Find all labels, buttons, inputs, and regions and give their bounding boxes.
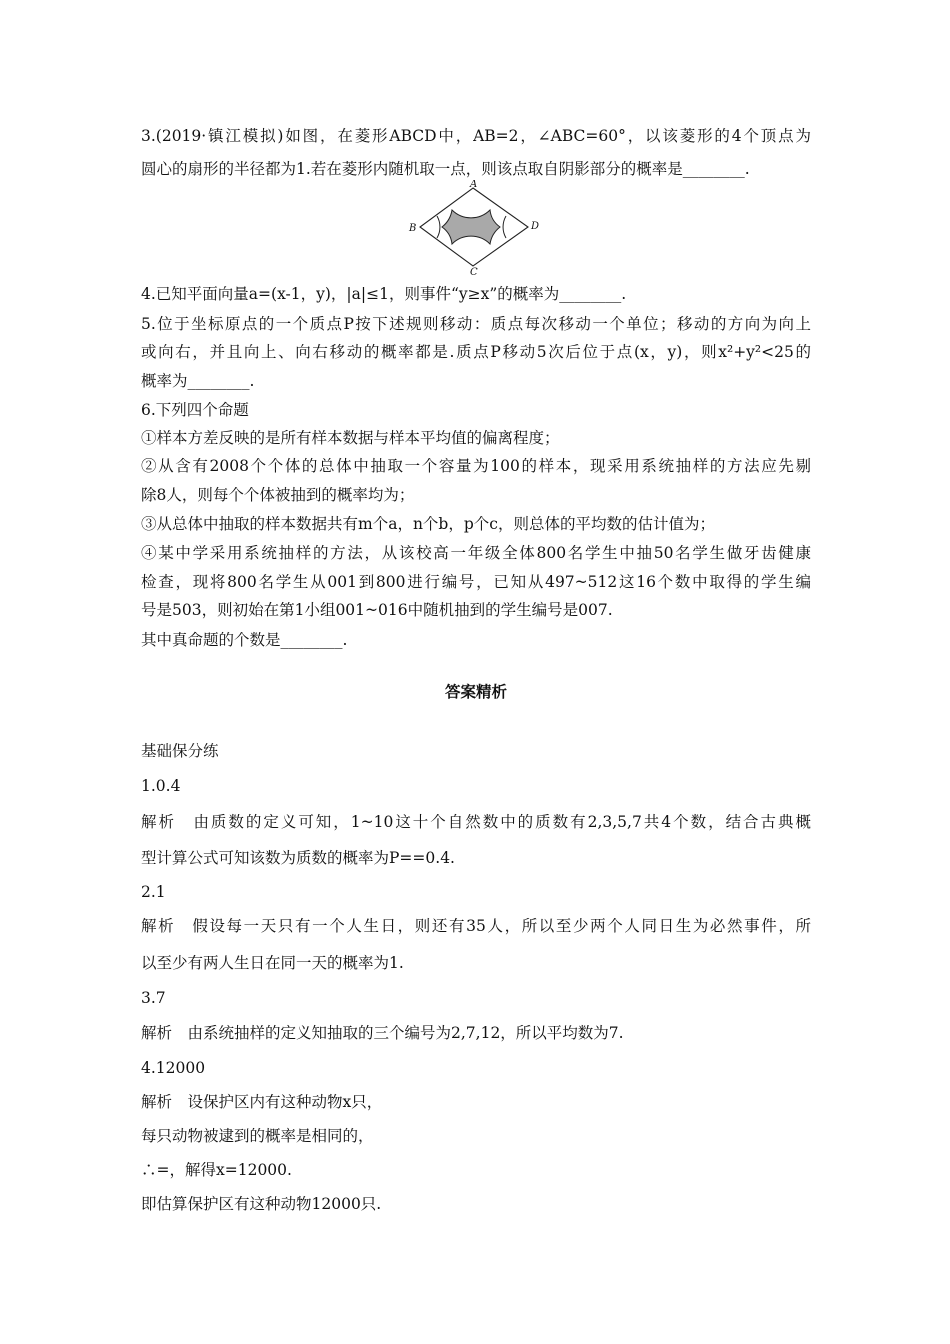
problem-6-question: 其中真命题的个数是________. [141,631,348,649]
answer-4-explanation-line-3: ∴=，解得x=12000. [141,1161,292,1179]
answer-1-explanation-line-1: 解析 由质数的定义可知，1~10这十个自然数中的质数有2,3,5,7共4个数，结合古典概 [141,813,811,831]
problem-3-line-1: 3.(2019·镇江模拟)如图，在菱形ABCD中，AB=2，∠ABC=60°，以该菱形的4个顶点为 [141,127,811,145]
rhombus-diagram [400,180,550,276]
problem-5-line-1: 5.位于坐标原点的一个质点P按下述规则移动：质点每次移动一个单位；移动的方向为向上 [141,315,811,333]
problem-6-statement-2a: ②从含有2008个个体的总体中抽取一个容量为100的样本，现采用系统抽样的方法应先剔 [141,457,811,475]
problem-4-line-1: 4.已知平面向量a=(x-1，y)，|a|≤1，则事件“y≥x”的概率为________. [141,285,627,303]
problem-6-statement-4b: 检查，现将800名学生从001到800进行编号，已知从497~512这16个数中取得的学生编 [141,573,811,591]
answer-1-explanation-line-2: 型计算公式可知该数为质数的概率为P==0.4. [141,849,455,867]
answer-2: 2.1 [141,883,166,901]
problem-6-title: 6.下列四个命题 [141,401,249,419]
label-b: B [409,223,417,234]
answer-4: 4.12000 [141,1059,206,1077]
label-c: C [470,267,478,276]
problem-6-statement-1: ①样本方差反映的是所有样本数据与样本平均值的偏离程度； [141,429,560,447]
answers-section-title: 基础保分练 [141,742,219,760]
problem-6-statement-3: ③从总体中抽取的样本数据共有m个a，n个b，p个c，则总体的平均数的估计值为； [141,515,715,533]
arc-d [503,216,506,238]
problem-3-line-2: 圆心的扇形的半径都为1.若在菱形内随机取一点，则该点取自阴影部分的概率是________. [141,160,750,178]
problem-6-statement-4a: ④某中学采用系统抽样的方法，从该校高一年级全体800名学生中抽50名学生做牙齿健康 [141,544,811,562]
answer-3-explanation-line-1: 解析 由系统抽样的定义知抽取的三个编号为2,7,12，所以平均数为7. [141,1024,624,1042]
arc-b [437,216,440,238]
problem-5-line-3: 概率为________. [141,372,255,390]
answer-4-explanation-line-2: 每只动物被逮到的概率是相同的， [141,1127,374,1145]
label-d: D [531,221,540,232]
answers-heading: 答案精析 [444,682,507,701]
answer-2-explanation-line-1: 解析 假设每一天只有一个人生日，则还有35人，所以至少两个人同日生为必然事件，所 [141,917,811,935]
problem-5-line-2: 或向右，并且向上、向右移动的概率都是.质点P移动5次后位于点(x，y)，则x²+y²<25的 [141,343,811,361]
problem-6-statement-4c: 号是503，则初始在第1小组001~016中随机抽到的学生编号是007. [141,601,613,619]
answer-4-explanation-line-1: 解析 设保护区内有这种动物x只， [141,1093,383,1111]
label-a: A [470,180,478,190]
answer-4-explanation-line-4: 即估算保护区有这种动物12000只. [141,1195,382,1213]
answer-2-explanation-line-2: 以至少有两人生日在同一天的概率为1. [141,954,404,972]
rhombus-figure [400,180,550,276]
shaded-region [442,210,500,244]
answer-3: 3.7 [141,989,166,1007]
problem-6-statement-2b: 除8人，则每个个体被抽到的概率均为； [141,486,415,504]
answer-1: 1.0.4 [141,777,181,795]
